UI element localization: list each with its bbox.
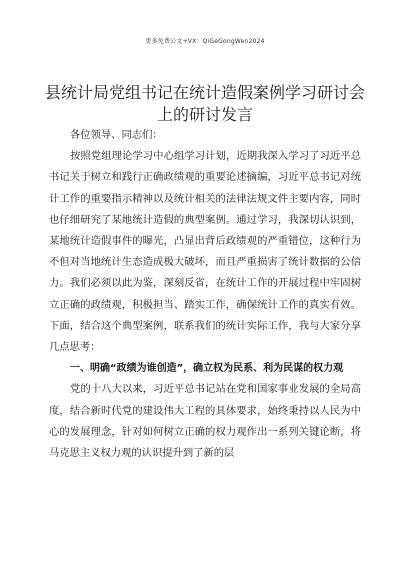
header-note: 更多免费公文+VX：QiGeGongWen2024 (145, 38, 265, 45)
document-body (49, 125, 361, 464)
section-paragraph: 党的十八大以来，习近平总书记站在党和国家事业发展的全局高度，结合新时代党的建设伟大工程的具体要求，始终秉持以人民为中心的发展理念，针对如何树立正确的权力观作出一系列关键论断，将马克思主义权力观的认识提升到了新的层 (49, 383, 361, 460)
intro-paragraph: 按照党组理论学习中心组学习计划，近期我深入学习了习近平总书记关于树立和践行正确政绩观的重要论述摘编，习近平总书记对统计工作的重要指示精神以及统计相关的法律法规文件主要内容，同时也仔细研究了某地统计造假的典型案例。通过学习，我深切认识到，某地统计造假事件的曝光，凸显出背后政绩观的严重错位，这种行为不但对当地统计生态造成极大破坏，而且严重损害了统计数据的公信力。我们必须以此为鉴，深刻反省，在统计工作的开展过程中牢固树立正确的政绩观，积极担当、踏实工作，确保统计工作的真实有效。下面，结合这个典型案例，联系我们的统计实际工作，我与大家分享几点思考： (49, 150, 361, 354)
section-heading: 一、明确“政绩为谁创造”，确立权为民系、利为民谋的权力观 (70, 363, 344, 375)
document-title: 县统计局党组书记在统计造假案例学习研讨会上的研讨发言 (44, 83, 365, 124)
salutation: 各位领导、同志们： (70, 129, 163, 141)
